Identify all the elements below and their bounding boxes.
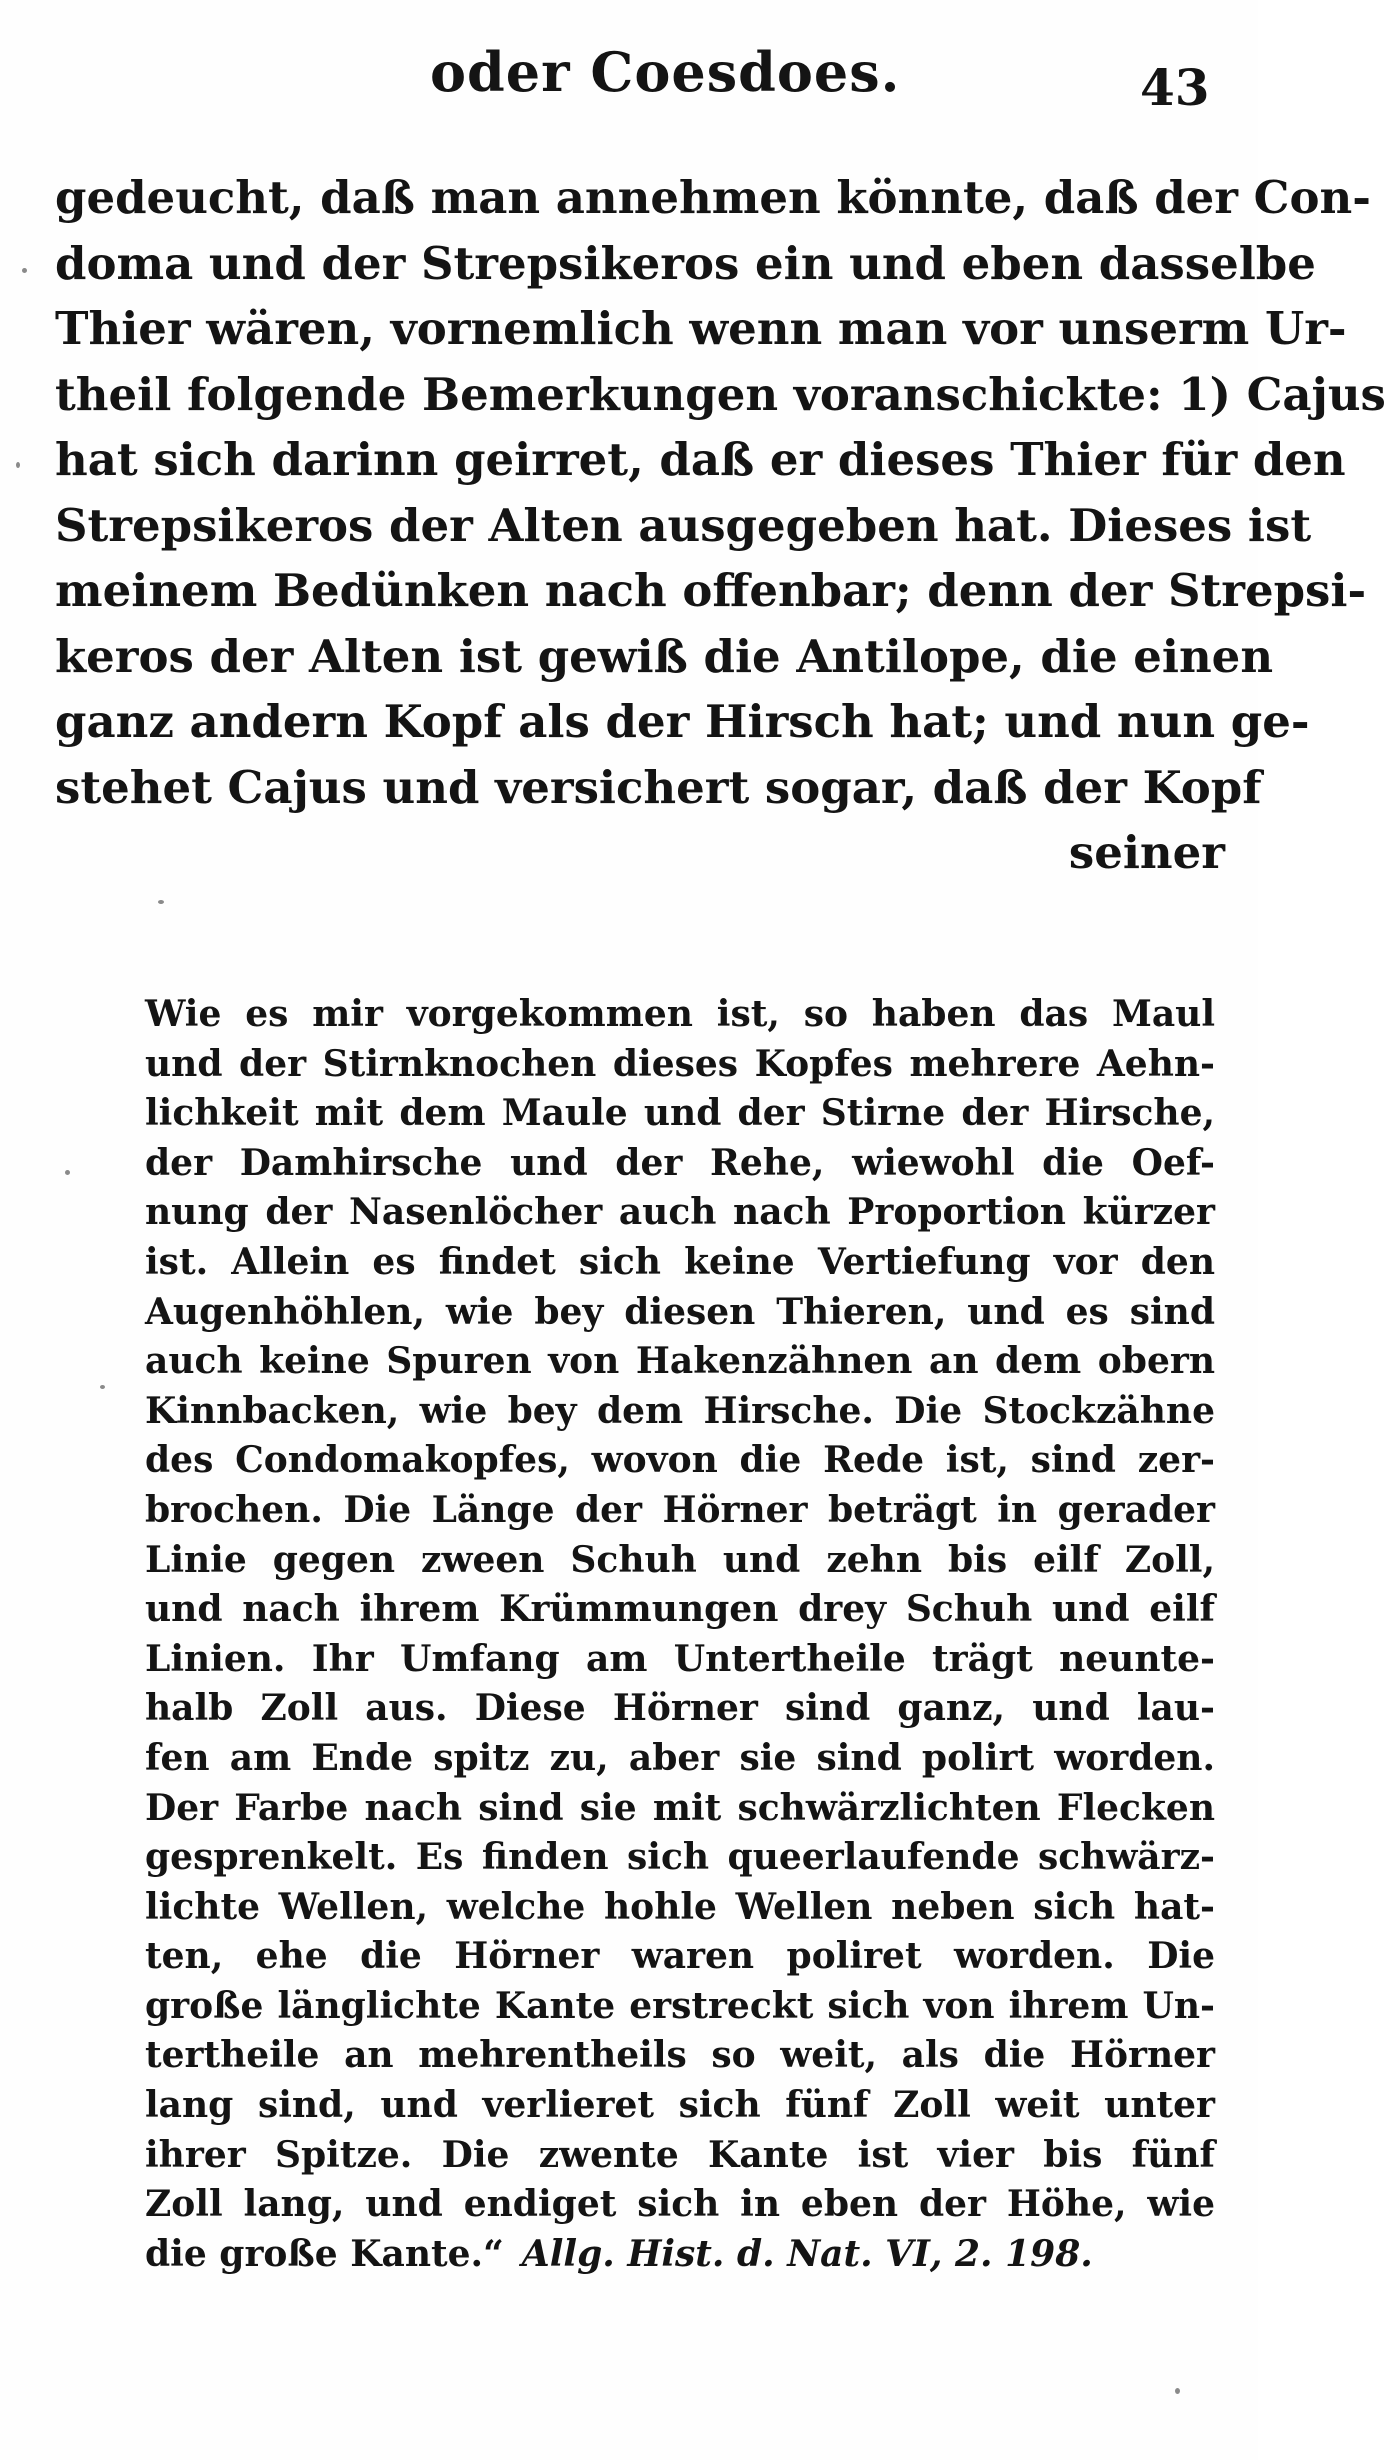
main-text-line: Strepsikeros der Alten ausgegeben hat. Dieses ist — [55, 498, 1312, 552]
footnote-line: lichkeit mit dem Maule und der Stirne der Hirsche, — [145, 1092, 1215, 1135]
main-text-line: gedeucht, daß man annehmen könnte, daß der Con- — [55, 171, 1371, 224]
main-text-line: meinem Bedünken nach offenbar; denn der Strepsi- — [55, 564, 1367, 617]
footnote-line: ten, ehe die Hörner waren poliret worden. Die — [145, 1935, 1215, 1978]
page-header — [0, 28, 1258, 118]
footnote-line: große länglichte Kante erstreckt sich von ihrem Un- — [145, 1984, 1215, 2027]
footnote-citation: Allg. Hist. d. Nat. VI, 2. 198. — [521, 2232, 1093, 2275]
footnote-line: brochen. Die Länge der Hörner beträgt in gerader — [145, 1488, 1215, 1531]
main-text-line: Thier wären, vornemlich wenn man vor unserm Ur- — [55, 302, 1347, 355]
footnote-line: Zoll lang, und endiget sich in eben der Höhe, wie — [145, 2183, 1215, 2226]
footnote-line: nung der Nasenlöcher auch nach Proportion kürzer — [145, 1191, 1215, 1234]
footnote-line: und nach ihrem Krümmungen drey Schuh und eilf — [145, 1588, 1215, 1631]
footnote-line: Linie gegen zween Schuh und zehn bis eilf Zoll, — [145, 1538, 1215, 1581]
scan-speck — [158, 900, 164, 904]
footnote-line: fen am Ende spitz zu, aber sie sind polirt worden. — [145, 1736, 1215, 1779]
main-text-line: theil folgende Bemerkungen voranschickte: 1) Cajus — [55, 367, 1386, 421]
footnote-line: des Condomakopfes, wovon die Rede ist, sind zer- — [145, 1439, 1215, 1482]
footnote-line: tertheile an mehrentheils so weit, als die Hörner — [145, 2034, 1215, 2077]
footnote-line: ist. Allein es findet sich keine Vertiefung vor den — [145, 1240, 1215, 1283]
main-text-line: ganz andern Kopf als der Hirsch hat; und nun ge- — [55, 695, 1310, 748]
main-text-line: stehet Cajus und versichert sogar, daß der Kopf — [55, 760, 1262, 814]
main-text-line: hat sich darinn geirret, daß er dieses Thier für den — [55, 433, 1346, 486]
footnote-line: ihrer Spitze. Die zwente Kante ist vier bis fünf — [145, 2133, 1215, 2176]
main-text-line: doma und der Strepsikeros ein und eben dasselbe — [55, 236, 1316, 290]
main-text-block — [55, 165, 1386, 886]
scan-speck — [16, 462, 20, 468]
footnote-final-line — [145, 2230, 1215, 2280]
scan-speck — [22, 268, 27, 273]
page-number: 43 — [1140, 58, 1210, 117]
scan-speck — [65, 1170, 70, 1175]
footnote-line: Linien. Ihr Umfang am Untertheile trägt neunte- — [145, 1637, 1215, 1680]
footnote-line: gesprenkelt. Es finden sich queerlaufende schwärz- — [145, 1836, 1215, 1879]
footnote-line: lang sind, und verlieret sich fünf Zoll weit unter — [145, 2084, 1215, 2127]
footnote-line: Der Farbe nach sind sie mit schwärzlichten Flecken — [145, 1786, 1215, 1829]
footnote-line: Augenhöhlen, wie bey diesen Thieren, und es sind — [145, 1290, 1215, 1333]
scan-speck — [100, 1385, 105, 1389]
running-head: oder Coesdoes. — [430, 40, 901, 104]
catchword: seiner — [1068, 826, 1225, 879]
main-text-line: keros der Alten ist gewiß die Antilope, die einen — [55, 629, 1274, 683]
footnote-line: halb Zoll aus. Diese Hörner sind ganz, und lau- — [145, 1687, 1215, 1730]
footnote-final-text: die große Kante.“ — [145, 2232, 504, 2275]
footnote-line: der Damhirsche und der Rehe, wiewohl die Oef- — [145, 1141, 1215, 1184]
footnote-line: auch keine Spuren von Hakenzähnen an dem obern — [145, 1340, 1215, 1383]
scan-speck — [1175, 2388, 1180, 2394]
footnote-line: lichte Wellen, welche hohle Wellen neben sich hat- — [145, 1885, 1215, 1928]
footnote-line: und der Stirnknochen dieses Kopfes mehrere Aehn- — [145, 1042, 1215, 1085]
footnote-line: Wie es mir vorgekommen ist, so haben das Maul — [145, 993, 1215, 1035]
footnote-block — [145, 990, 1215, 2279]
footnote-line: Kinnbacken, wie bey dem Hirsche. Die Stockzähne — [145, 1389, 1215, 1432]
